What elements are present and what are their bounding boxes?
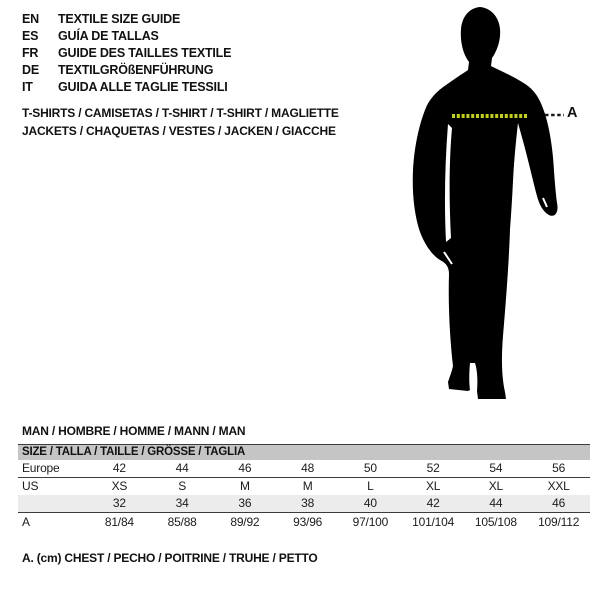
size-cell: 44 xyxy=(489,496,503,510)
size-cell: 46 xyxy=(552,496,566,510)
size-cell: 40 xyxy=(363,496,377,510)
size-cell: 46 xyxy=(238,461,252,475)
size-cell: M xyxy=(302,479,313,493)
size-cell: 93/96 xyxy=(293,515,323,529)
size-cell: 32 xyxy=(112,496,126,510)
table-row-numeric xyxy=(18,495,590,512)
row-label: Europe xyxy=(22,461,60,475)
man-silhouette xyxy=(413,7,558,399)
size-cell: XL xyxy=(488,479,504,493)
language-code: EN xyxy=(22,12,39,26)
size-cell: 52 xyxy=(426,461,440,475)
size-cell: 105/108 xyxy=(474,515,517,529)
size-cell: 44 xyxy=(175,461,189,475)
size-cell: 34 xyxy=(175,496,189,510)
row-label: A xyxy=(22,515,30,529)
table-row-us xyxy=(18,478,590,495)
size-cell: 36 xyxy=(238,496,252,510)
size-cell: 56 xyxy=(552,461,566,475)
size-cell: 85/88 xyxy=(167,515,197,529)
size-table-header: SIZE / TALLA / TAILLE / GRÖSSE / TAGLIA xyxy=(18,445,590,460)
size-cell: 89/92 xyxy=(230,515,260,529)
language-code: DE xyxy=(22,63,39,77)
size-cell: 42 xyxy=(112,461,126,475)
size-cell: L xyxy=(367,479,374,493)
size-cell: 50 xyxy=(363,461,377,475)
size-cell: XL xyxy=(425,479,441,493)
size-cell: 54 xyxy=(489,461,503,475)
section-title-man: MAN / HOMBRE / HOMME / MANN / MAN xyxy=(22,424,246,438)
language-code: ES xyxy=(22,29,39,43)
size-cell: 81/84 xyxy=(104,515,134,529)
size-cell: XS xyxy=(111,479,128,493)
table-row-chest-a xyxy=(18,512,590,531)
size-cell: XXL xyxy=(547,479,570,493)
size-cell: 109/112 xyxy=(538,515,580,529)
language-label: TEXTILGRÖßENFÜHRUNG xyxy=(58,63,214,77)
size-table xyxy=(18,444,590,531)
measurement-legend: A. (cm) CHEST / PECHO / POITRINE / TRUHE / PETTO xyxy=(22,551,318,565)
language-label: GUIDA ALLE TAGLIE TESSILI xyxy=(58,80,228,94)
size-cell: 101/104 xyxy=(412,515,455,529)
row-label: US xyxy=(22,479,39,493)
language-label: TEXTILE SIZE GUIDE xyxy=(58,12,181,26)
measurement-a-label: A xyxy=(567,105,578,121)
size-cell: 97/100 xyxy=(352,515,389,529)
language-label: GUÍA DE TALLAS xyxy=(58,29,159,43)
size-cell: 38 xyxy=(301,496,315,510)
size-cell: 48 xyxy=(301,461,315,475)
size-cell: M xyxy=(239,479,250,493)
language-label: GUIDE DES TAILLES TEXTILE xyxy=(58,46,232,60)
row-label xyxy=(18,495,88,512)
size-cell: 42 xyxy=(426,496,440,510)
table-row-europe xyxy=(18,460,590,478)
category-line-jackets: JACKETS / CHAQUETAS / VESTES / JACKEN / GIACCHE xyxy=(22,124,336,138)
category-line-tshirts: T-SHIRTS / CAMISETAS / T-SHIRT / T-SHIRT / MAGLIETTE xyxy=(22,106,339,120)
size-cell: S xyxy=(178,479,187,493)
language-code: FR xyxy=(22,46,39,60)
language-code: IT xyxy=(22,80,33,94)
